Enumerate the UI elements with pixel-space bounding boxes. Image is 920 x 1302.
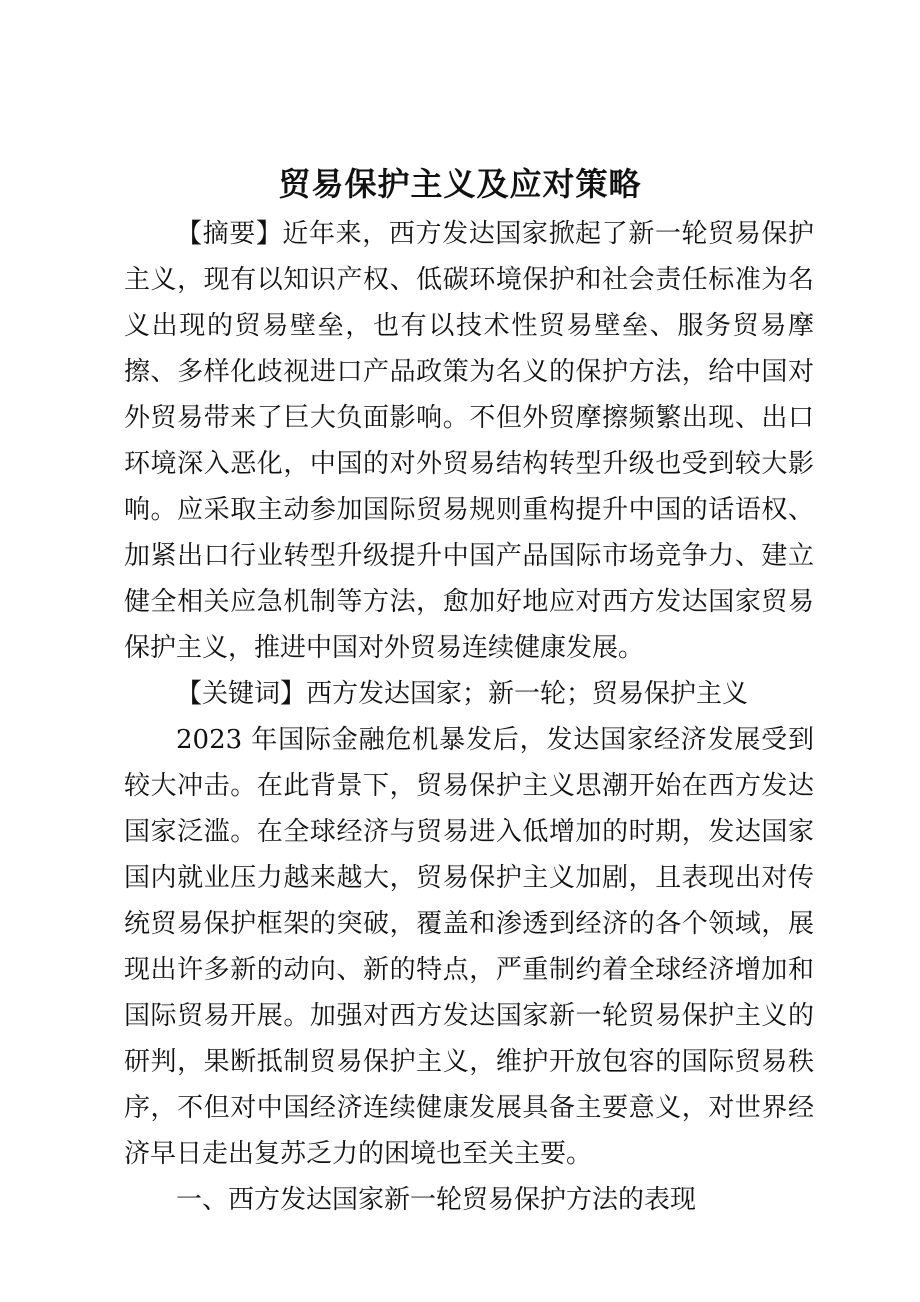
intro-paragraph: 2023 年国际金融危机暴发后，发达国家经济发展受到较大冲击。在此背景下，贸易保护主义思潮开始在西方发达国家泛滥。在全球经济与贸易进入低增加的时期，发达国家国内就业压力越来越大，贸易保护主义加剧，且表现出对传统贸易保护框架的突破，覆盖和渗透到经济的各个领域，展现出许多新的动向、新的特点，严重制约着全球经济增加和国际贸易开展。加强对西方发达国家新一轮贸易保护主义的研判，果断抵制贸易保护主义，维护开放包容的国际贸易秩序，不但对中国经济连续健康发展具备主要意义，对世界经济早日走出复苏乏力的困境也至关主要。 <box>124 725 814 1169</box>
document-body <box>124 211 814 1223</box>
section-heading: 一、西方发达国家新一轮贸易保护方法的表现 <box>176 1185 697 1215</box>
document-title: 贸易保护主义及应对策略 <box>278 165 642 203</box>
abstract-paragraph: 【摘要】近年来，西方发达国家掀起了新一轮贸易保护主义，现有以知识产权、低碳环境保护和社会责任标准为名义出现的贸易壁垒，也有以技术性贸易壁垒、服务贸易摩擦、多样化歧视进口产品政策为名义的保护方法，给中国对外贸易带来了巨大负面影响。不但外贸摩擦频繁出现、出口环境深入恶化，中国的对外贸易结构转型升级也受到较大影响。应采取主动参加国际贸易规则重构提升中国的话语权、加紧出口行业转型升级提升中国产品国际市场竞争力、建立健全相关应急机制等方法，愈加好地应对西方发达国家贸易保护主义，推进中国对外贸易连续健康发展。 <box>124 219 814 663</box>
keywords-paragraph: 【关键词】西方发达国家；新一轮；贸易保护主义 <box>176 679 749 709</box>
